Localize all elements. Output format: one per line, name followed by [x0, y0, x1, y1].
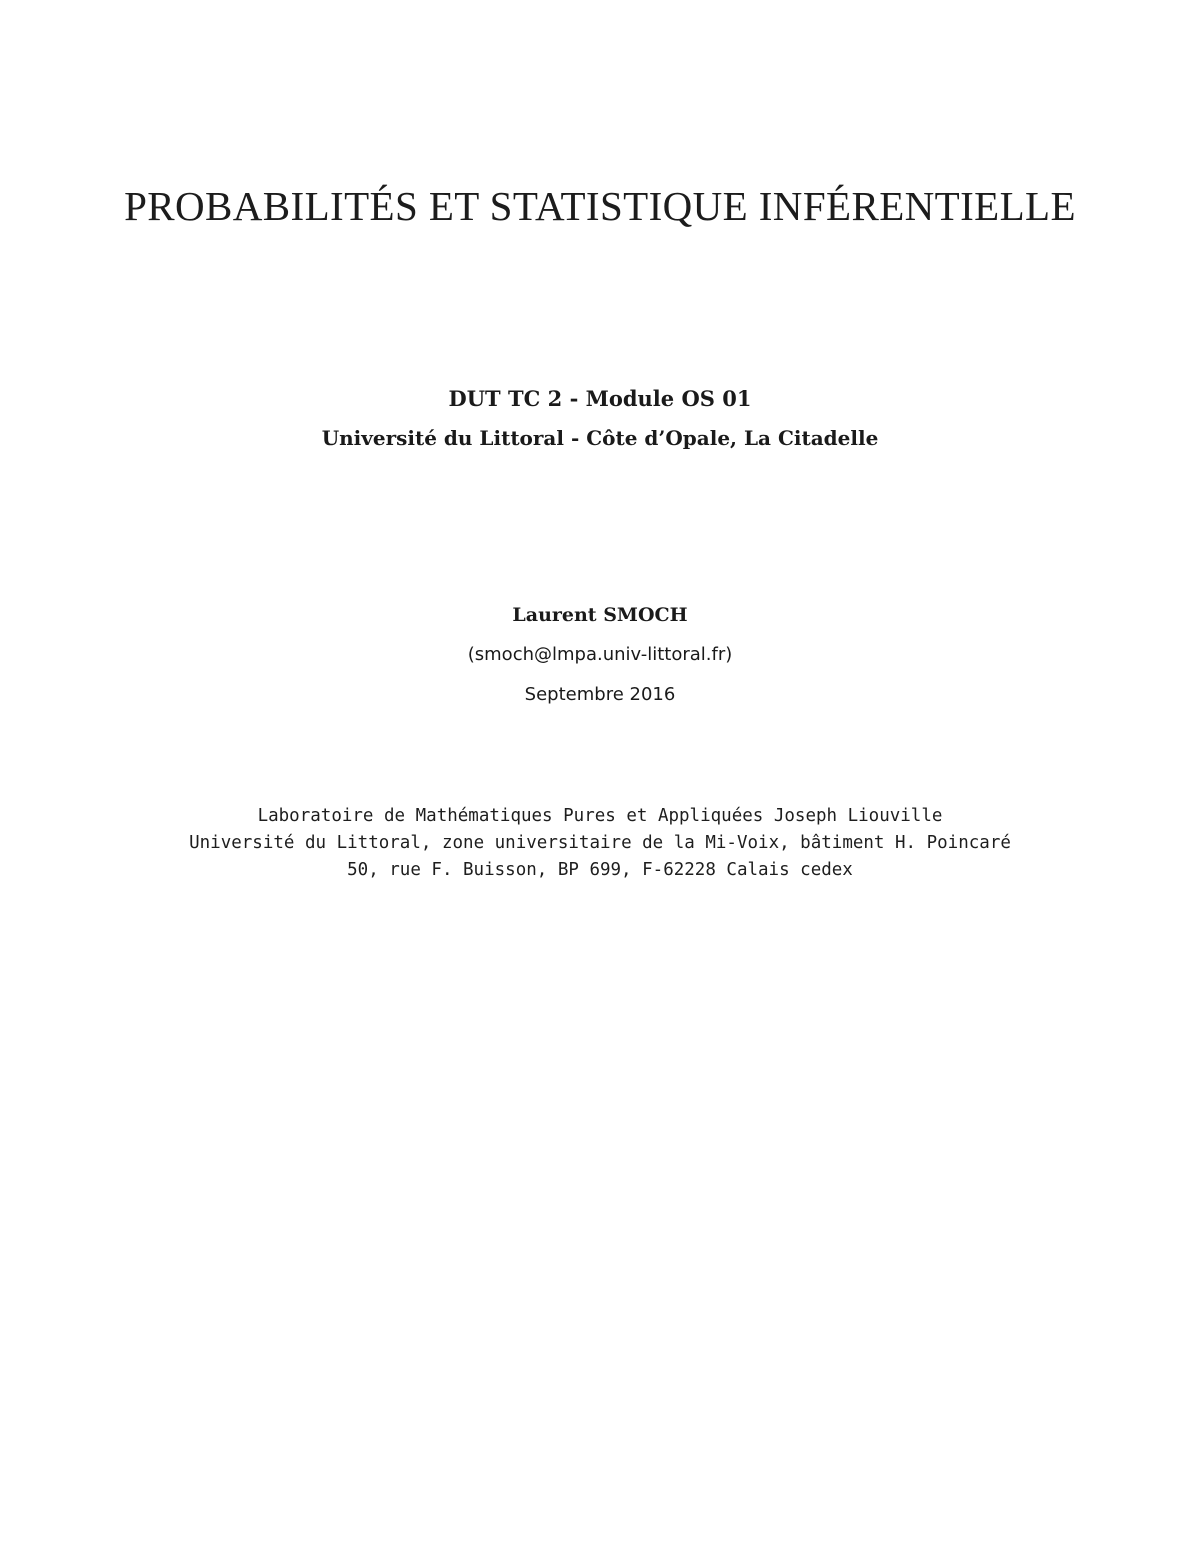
address-line-2: Université du Littoral, zone universitaire de la Mi-Voix, bâtiment H. Poincaré: [189, 833, 1011, 853]
course-name: DUT TC 2 - Module OS 01: [448, 386, 752, 411]
author-email: (smoch@lmpa.univ-littoral.fr): [467, 644, 733, 665]
author-name: Laurent SMOCH: [512, 604, 688, 626]
university-name: Université du Littoral - Côte d’Opale, La Citadelle: [321, 426, 879, 450]
document-date: Septembre 2016: [524, 684, 676, 705]
address-line-3: 50, rue F. Buisson, BP 699, F-62228 Calais cedex: [347, 860, 853, 880]
address-line-1: Laboratoire de Mathématiques Pures et Appliquées Joseph Liouville: [257, 806, 943, 826]
document-title: PROBABILITÉS ET STATISTIQUE INFÉRENTIELLE: [124, 183, 1076, 229]
